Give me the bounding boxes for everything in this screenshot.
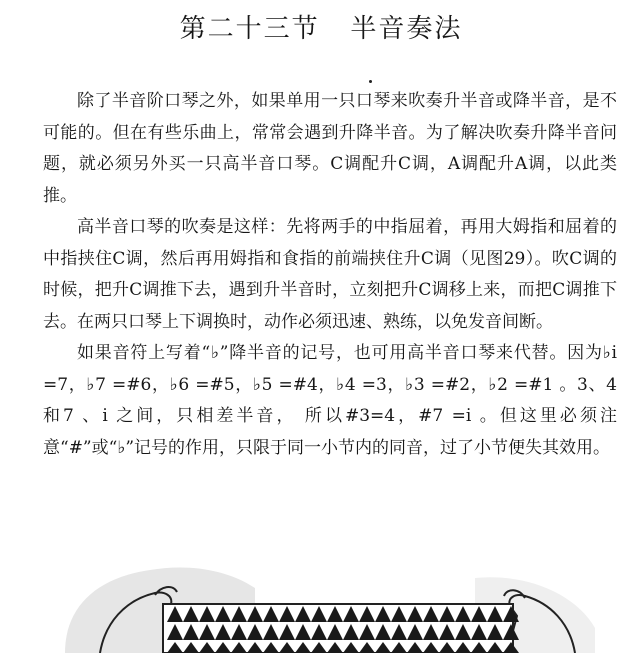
print-speck bbox=[369, 80, 372, 83]
paragraph-2: 高半音口琴的吹奏是这样：先将两手的中指屈着，再用大姆指和屈着的中指挟住C调，然后再用姆指和食指的前端挟住升C调（见图29）。吹C调的时候，把升C调推下去，遇到升半音时，立刻把升C调移上来，而把C调推下去。在两只口琴上下调换时，动作必须迅速、熟练，以免发音间断。 bbox=[43, 217, 617, 332]
body-text bbox=[43, 86, 617, 464]
harmonica-figure bbox=[55, 548, 595, 653]
page-title: 第二十三节 半音奏法 bbox=[179, 14, 463, 44]
paragraph-1: 除了半音阶口琴之外，如果单用一只口琴来吹奏升半音或降半音，是不可能的。但在有些乐曲上，常常会遇到升降半音。为了解决吹奏升降半音问题，就必须另外买一只高半音口琴。C调配升C调，A调配升A调，以此类推。 bbox=[43, 91, 617, 206]
paragraph-3: 如果音符上写着“♭”降半音的记号，也可用高半音口琴来代替。因为♭i̇ =7，♭7 =#6，♭6 =#5，♭5 =#4，♭4 =3，♭3 =#2，♭2 =#1 。3、4 和7 、i̇ 之间，只相差半音， 所以#3=4，#7 =i̇ 。但这里必须注意“#”或“♭”记号的作用，只限于同一小节内的同音，过了小节便失其效用。 bbox=[43, 343, 617, 458]
